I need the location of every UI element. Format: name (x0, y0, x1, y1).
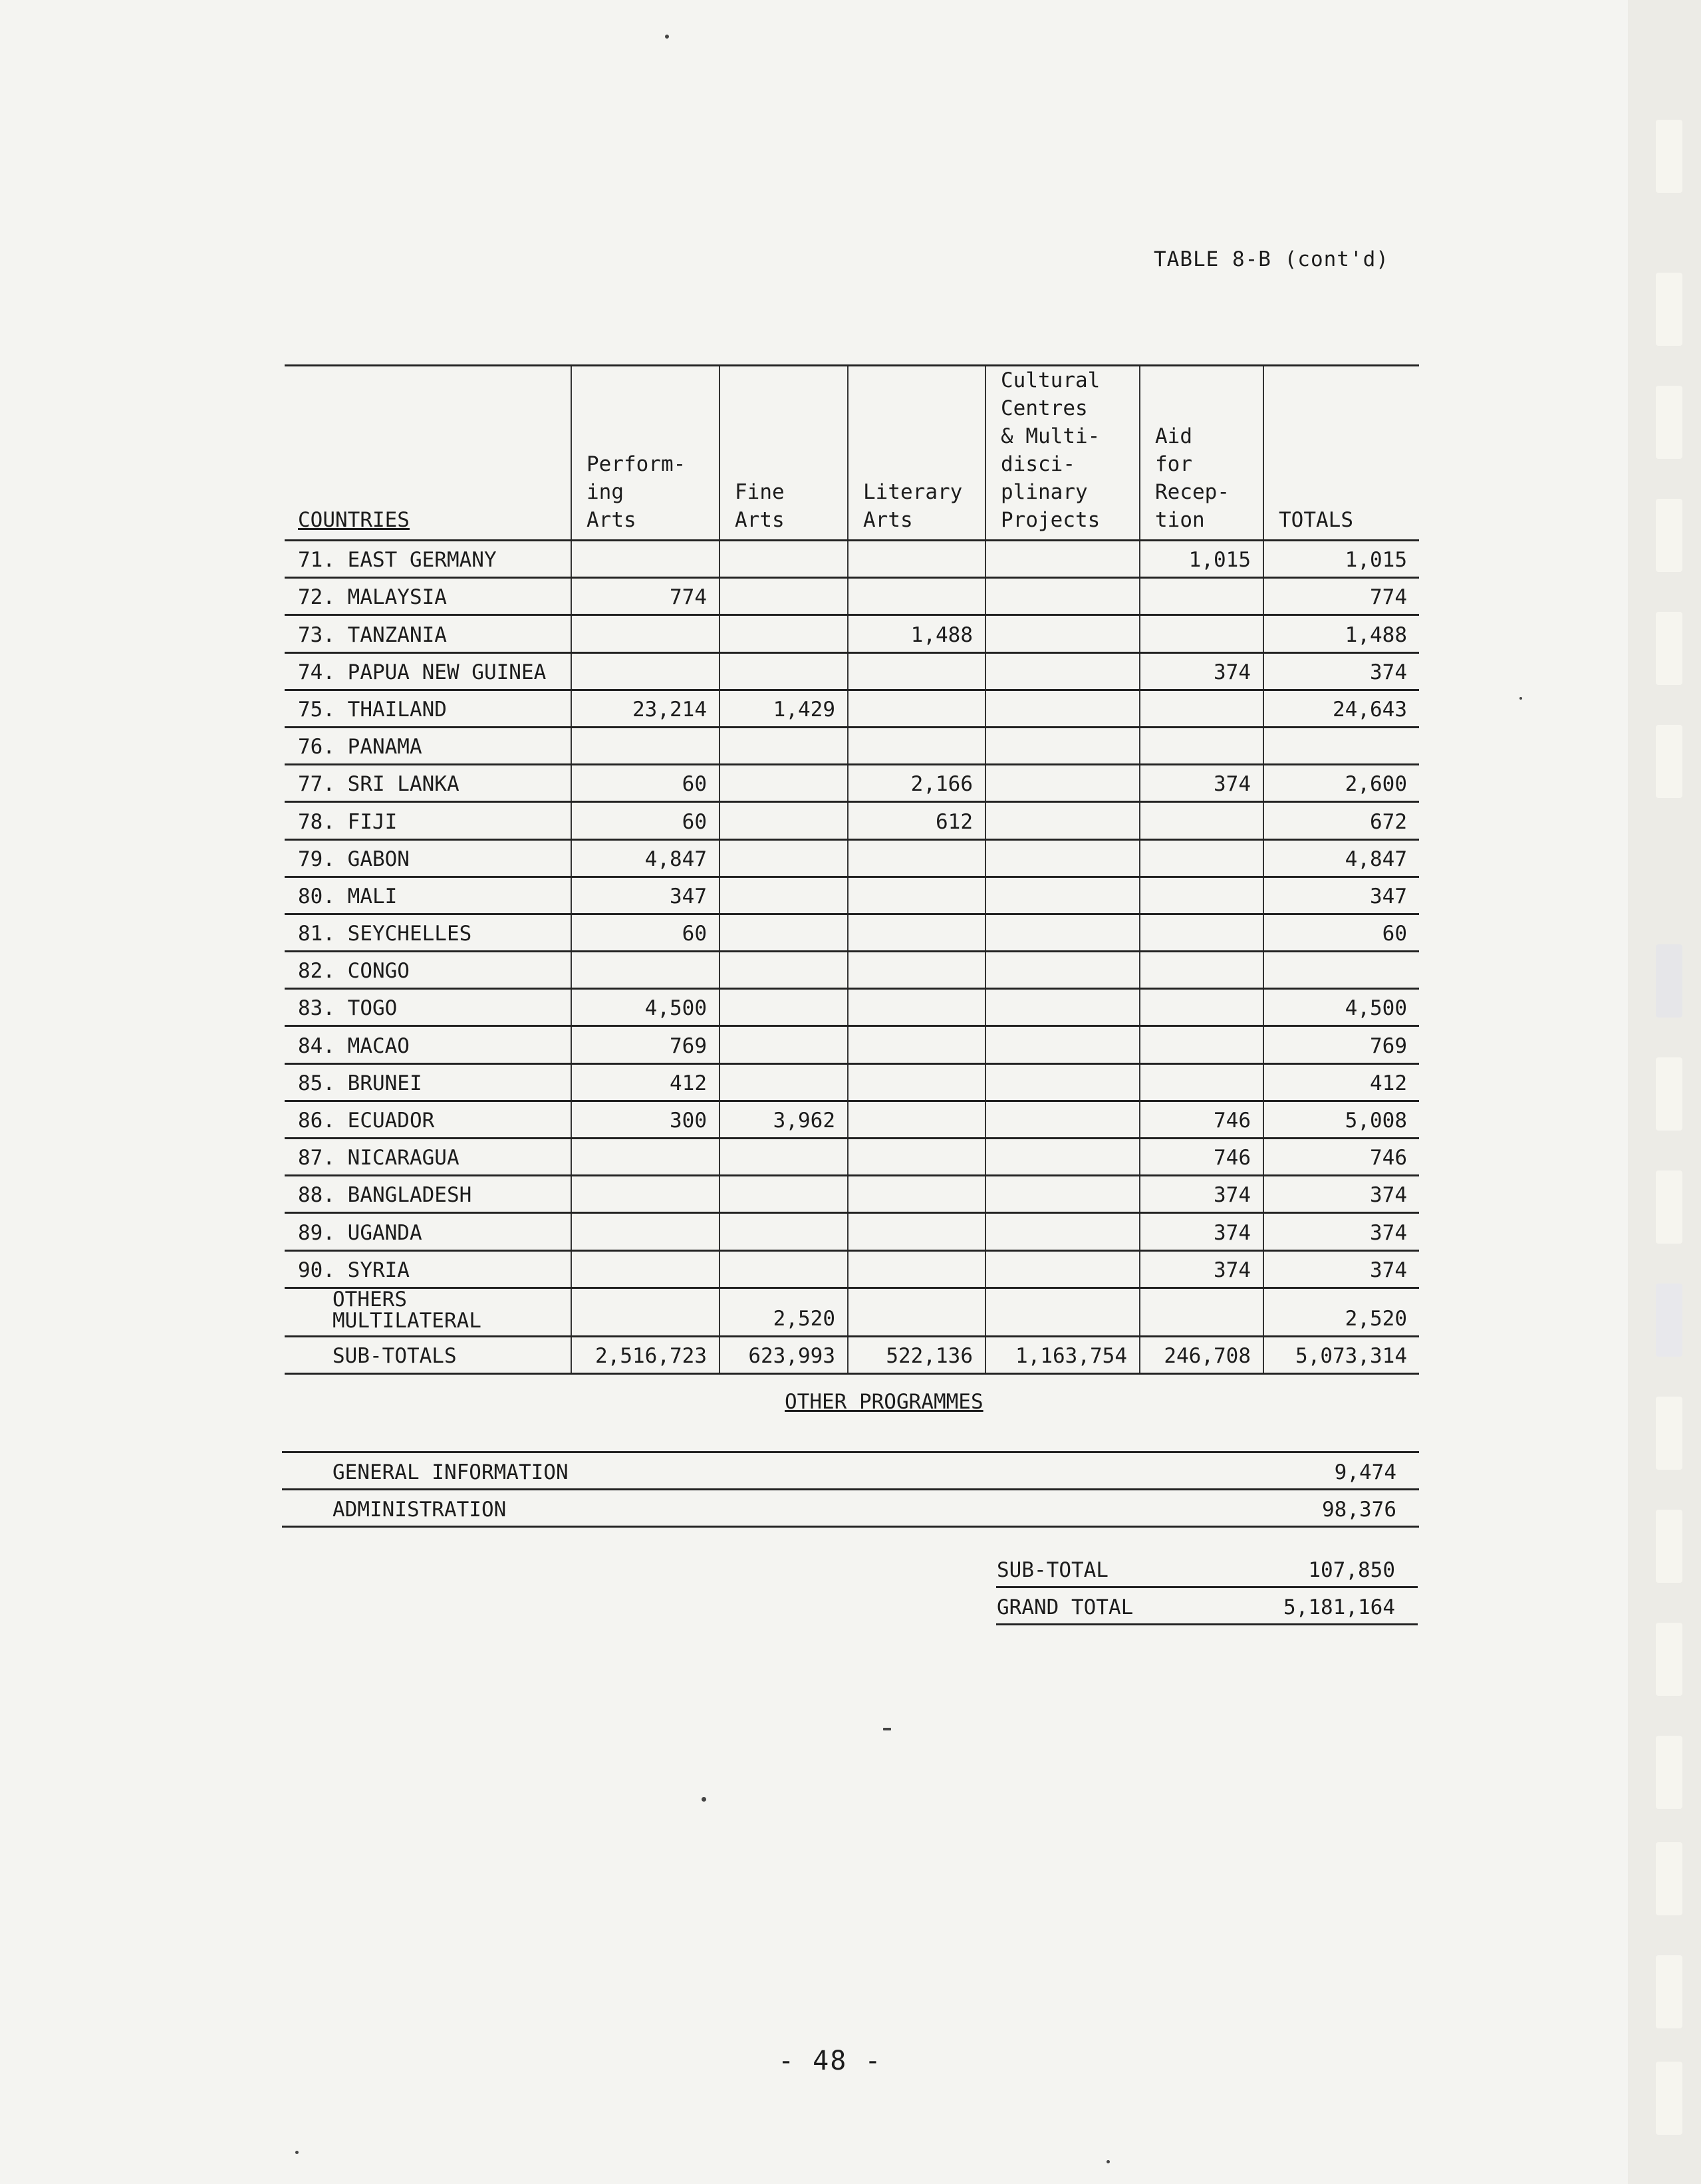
value-cell (985, 1026, 1140, 1063)
value-cell (848, 1101, 985, 1138)
value-cell: 612 (848, 802, 985, 839)
value-cell (1140, 1026, 1263, 1063)
totals-table (996, 1550, 1418, 1625)
value-cell: 4,847 (1263, 839, 1419, 877)
table-row (285, 690, 1419, 727)
value-cell (571, 1250, 720, 1288)
country-cell: OTHERS MULTILATERAL (285, 1288, 571, 1336)
value-cell (985, 877, 1140, 914)
value-cell (848, 1063, 985, 1101)
value-cell (848, 541, 985, 578)
value-cell (848, 1288, 985, 1336)
value-cell (848, 1213, 985, 1250)
scan-speck (883, 1728, 891, 1730)
value-cell (985, 802, 1140, 839)
binder-tab (1656, 612, 1682, 685)
binder-tab (1656, 1623, 1682, 1696)
value-cell (1140, 802, 1263, 839)
value-cell (571, 541, 720, 578)
value-cell: 5,008 (1263, 1101, 1419, 1138)
binder-tab (1656, 725, 1682, 798)
value-cell (848, 952, 985, 989)
table-label: TABLE 8-B (cont'd) (1154, 247, 1389, 271)
country-cell: 83. TOGO (285, 989, 571, 1026)
value-cell: 60 (1263, 914, 1419, 951)
country-cell: 90. SYRIA (285, 1250, 571, 1288)
row-value: 98,376 (1130, 1490, 1419, 1527)
binder-tab (1656, 1842, 1682, 1915)
value-cell (571, 652, 720, 690)
column-header-label: Fine Arts (735, 480, 785, 532)
table-row (285, 914, 1419, 951)
value-cell (985, 1139, 1140, 1176)
value-cell: 23,214 (571, 690, 720, 727)
column-header-label: Cultural Centres & Multi- disci- plinary Projects (1001, 368, 1101, 532)
scan-speck (295, 2151, 299, 2154)
value-cell (1140, 839, 1263, 877)
value-cell (571, 1176, 720, 1213)
country-cell: 80. MALI (285, 877, 571, 914)
value-cell: 5,073,314 (1263, 1336, 1419, 1373)
table-row (285, 1213, 1419, 1250)
table-row (282, 1490, 1419, 1527)
value-cell: 1,488 (1263, 615, 1419, 652)
grand-total-row (996, 1587, 1418, 1624)
value-cell (720, 578, 848, 615)
value-cell (720, 1139, 848, 1176)
value-cell: 4,847 (571, 839, 720, 877)
country-cell: SUB-TOTALS (285, 1336, 571, 1373)
value-cell (985, 1213, 1140, 1250)
value-cell (1140, 989, 1263, 1026)
value-cell: 4,500 (1263, 989, 1419, 1026)
table-row (285, 541, 1419, 578)
value-cell (1263, 952, 1419, 989)
country-cell: 71. EAST GERMANY (285, 541, 571, 578)
value-cell (720, 839, 848, 877)
value-cell (848, 1026, 985, 1063)
value-cell: 374 (1140, 1250, 1263, 1288)
binder-tab (1656, 1510, 1682, 1583)
value-cell (571, 615, 720, 652)
row-label: GENERAL INFORMATION (282, 1452, 1130, 1490)
value-cell: 347 (1263, 877, 1419, 914)
table-header-row (285, 366, 1419, 541)
value-cell: 672 (1263, 802, 1419, 839)
value-cell: 1,488 (848, 615, 985, 652)
table-row (285, 877, 1419, 914)
subtotal-value: 107,850 (1209, 1550, 1418, 1587)
column-header (1263, 366, 1419, 541)
value-cell (985, 765, 1140, 802)
binder-tab (1656, 1170, 1682, 1244)
other-programmes-title: OTHER PROGRAMMES (785, 1390, 983, 1414)
value-cell (1140, 1288, 1263, 1336)
value-cell (985, 541, 1140, 578)
table-row (285, 1063, 1419, 1101)
binder-tab (1656, 1955, 1682, 2028)
table-row (282, 1452, 1419, 1490)
value-cell (571, 1139, 720, 1176)
value-cell: 769 (571, 1026, 720, 1063)
value-cell: 1,015 (1263, 541, 1419, 578)
value-cell: 60 (571, 802, 720, 839)
value-cell: 374 (1263, 1250, 1419, 1288)
value-cell (985, 1101, 1140, 1138)
value-cell (985, 952, 1140, 989)
value-cell (985, 615, 1140, 652)
column-header (571, 366, 720, 541)
value-cell (720, 541, 848, 578)
country-cell: 74. PAPUA NEW GUINEA (285, 652, 571, 690)
table-row (285, 1101, 1419, 1138)
value-cell (1140, 615, 1263, 652)
value-cell: 300 (571, 1101, 720, 1138)
table-row (285, 765, 1419, 802)
subtotal-label: SUB-TOTAL (996, 1550, 1209, 1587)
value-cell (720, 652, 848, 690)
value-cell (1140, 578, 1263, 615)
row-value: 9,474 (1130, 1452, 1419, 1490)
column-header (848, 366, 985, 541)
value-cell: 1,015 (1140, 541, 1263, 578)
binder-tab (1656, 386, 1682, 459)
country-cell: 81. SEYCHELLES (285, 914, 571, 951)
country-cell: 72. MALAYSIA (285, 578, 571, 615)
column-header (1140, 366, 1263, 541)
value-cell (848, 839, 985, 877)
value-cell (720, 765, 848, 802)
value-cell (985, 989, 1140, 1026)
value-cell (848, 1139, 985, 1176)
value-cell: 746 (1140, 1101, 1263, 1138)
value-cell: 522,136 (848, 1336, 985, 1373)
table-row (285, 578, 1419, 615)
table-row (285, 952, 1419, 989)
value-cell (571, 727, 720, 764)
table-row (285, 1250, 1419, 1288)
value-cell (720, 615, 848, 652)
value-cell: 347 (571, 877, 720, 914)
value-cell (848, 989, 985, 1026)
value-cell (848, 578, 985, 615)
grand-total-label: GRAND TOTAL (996, 1587, 1209, 1624)
value-cell (985, 1063, 1140, 1101)
column-header-label: COUNTRIES (298, 508, 410, 532)
table-row (285, 1139, 1419, 1176)
value-cell (571, 1213, 720, 1250)
country-cell: 87. NICARAGUA (285, 1139, 571, 1176)
value-cell (848, 727, 985, 764)
binder-tab (1656, 1397, 1682, 1470)
value-cell (720, 1250, 848, 1288)
value-cell (985, 1176, 1140, 1213)
binder-tab (1656, 2062, 1682, 2135)
value-cell (1140, 1063, 1263, 1101)
country-cell: 84. MACAO (285, 1026, 571, 1063)
value-cell: 60 (571, 914, 720, 951)
table-row (285, 1176, 1419, 1213)
value-cell: 374 (1140, 652, 1263, 690)
value-cell: 2,166 (848, 765, 985, 802)
value-cell (720, 877, 848, 914)
column-header-label: TOTALS (1279, 508, 1353, 532)
value-cell (720, 1026, 848, 1063)
value-cell (985, 839, 1140, 877)
value-cell (720, 914, 848, 951)
value-cell (720, 1213, 848, 1250)
value-cell: 374 (1263, 1176, 1419, 1213)
countries-column-header (285, 366, 571, 541)
value-cell: 1,429 (720, 690, 848, 727)
value-cell (985, 727, 1140, 764)
binder-tab (1656, 1284, 1682, 1357)
binder-tab (1656, 273, 1682, 346)
value-cell: 246,708 (1140, 1336, 1263, 1373)
binder-tab (1656, 120, 1682, 193)
value-cell (720, 727, 848, 764)
table-row (285, 1026, 1419, 1063)
value-cell (848, 914, 985, 951)
value-cell (848, 1250, 985, 1288)
value-cell: 746 (1140, 1139, 1263, 1176)
value-cell: 2,600 (1263, 765, 1419, 802)
value-cell: 60 (571, 765, 720, 802)
value-cell (985, 914, 1140, 951)
value-cell: 374 (1140, 1176, 1263, 1213)
value-cell: 24,643 (1263, 690, 1419, 727)
page-number: - 48 - (778, 2046, 882, 2076)
value-cell: 412 (1263, 1063, 1419, 1101)
value-cell (985, 1250, 1140, 1288)
country-cell: 89. UGANDA (285, 1213, 571, 1250)
value-cell: 412 (571, 1063, 720, 1101)
table-row (285, 727, 1419, 764)
value-cell (848, 690, 985, 727)
column-header-label: Literary Arts (863, 480, 963, 532)
table-row (285, 615, 1419, 652)
value-cell: 1,163,754 (985, 1336, 1140, 1373)
value-cell: 2,520 (1263, 1288, 1419, 1336)
country-cell: 77. SRI LANKA (285, 765, 571, 802)
value-cell: 374 (1263, 1213, 1419, 1250)
scan-speck (1519, 697, 1522, 700)
value-cell (720, 952, 848, 989)
value-cell: 2,516,723 (571, 1336, 720, 1373)
value-cell: 774 (1263, 578, 1419, 615)
value-cell (1140, 877, 1263, 914)
value-cell: 3,962 (720, 1101, 848, 1138)
value-cell (985, 1288, 1140, 1336)
value-cell (848, 652, 985, 690)
value-cell (1140, 727, 1263, 764)
column-header-label: Aid for Recep- tion (1155, 424, 1230, 532)
value-cell: 746 (1263, 1139, 1419, 1176)
value-cell (571, 1288, 720, 1336)
value-cell (985, 652, 1140, 690)
value-cell: 2,520 (720, 1288, 848, 1336)
value-cell (848, 877, 985, 914)
country-cell: 88. BANGLADESH (285, 1176, 571, 1213)
row-label: ADMINISTRATION (282, 1490, 1130, 1527)
value-cell (848, 1176, 985, 1213)
column-header-label: Perform- ing Arts (587, 452, 686, 532)
country-cell: 75. THAILAND (285, 690, 571, 727)
value-cell (985, 578, 1140, 615)
value-cell (720, 802, 848, 839)
country-cell: 86. ECUADOR (285, 1101, 571, 1138)
binder-tab (1656, 1736, 1682, 1809)
other-programmes-table (282, 1451, 1419, 1528)
country-expenditure-table (285, 364, 1419, 1375)
value-cell: 4,500 (571, 989, 720, 1026)
value-cell (985, 690, 1140, 727)
country-cell: 82. CONGO (285, 952, 571, 989)
value-cell: 374 (1140, 765, 1263, 802)
scan-speck (1107, 2160, 1110, 2163)
value-cell (720, 989, 848, 1026)
value-cell (720, 1063, 848, 1101)
country-cell: 73. TANZANIA (285, 615, 571, 652)
others-multilateral-row (285, 1288, 1419, 1336)
table-row (285, 652, 1419, 690)
value-cell (720, 1176, 848, 1213)
table-body (285, 541, 1419, 1374)
binder-tab (1656, 499, 1682, 572)
country-cell: 78. FIJI (285, 802, 571, 839)
value-cell: 623,993 (720, 1336, 848, 1373)
country-cell: 76. PANAMA (285, 727, 571, 764)
column-header (985, 366, 1140, 541)
country-cell: 79. GABON (285, 839, 571, 877)
binder-tab (1656, 944, 1682, 1018)
value-cell (1140, 690, 1263, 727)
value-cell (1140, 952, 1263, 989)
country-cell: 85. BRUNEI (285, 1063, 571, 1101)
value-cell (571, 952, 720, 989)
scan-speck (665, 35, 669, 39)
table-row (285, 802, 1419, 839)
value-cell: 374 (1140, 1213, 1263, 1250)
binder-tab (1656, 1057, 1682, 1131)
value-cell: 769 (1263, 1026, 1419, 1063)
value-cell (1140, 914, 1263, 951)
value-cell: 774 (571, 578, 720, 615)
table-row (285, 989, 1419, 1026)
column-header (720, 366, 848, 541)
value-cell: 374 (1263, 652, 1419, 690)
subtotals-row (285, 1336, 1419, 1373)
subtotal-row (996, 1550, 1418, 1587)
scan-speck (702, 1797, 706, 1802)
value-cell (1263, 727, 1419, 764)
table-row (285, 839, 1419, 877)
grand-total-value: 5,181,164 (1209, 1587, 1418, 1624)
